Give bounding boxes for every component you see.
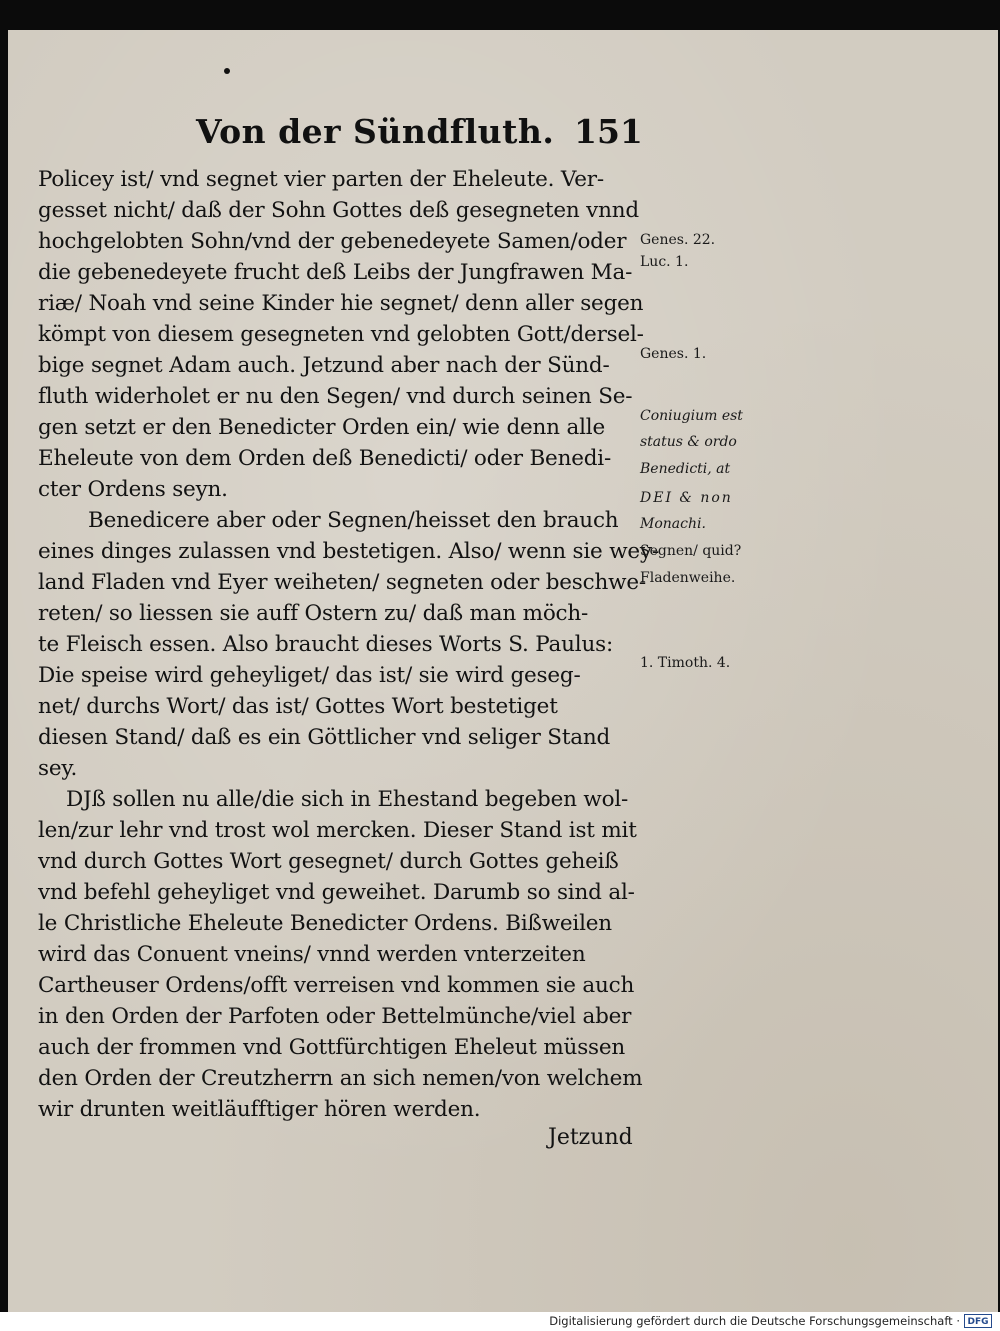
text-line: len/zur lehr vnd trost wol mercken. Dieser Stand ist mit — [38, 818, 637, 843]
ink-dot — [224, 68, 230, 74]
page-header — [0, 112, 1000, 158]
text-line: fluth widerholet er nu den Segen/ vnd durch seinen Se- — [38, 384, 633, 409]
margin-note: Segnen/ quid? — [640, 543, 742, 559]
text-line: cter Ordens seyn. — [38, 477, 228, 502]
text-line: vnd befehl geheyliget vnd geweihet. Darumb so sind al- — [38, 880, 635, 905]
dfg-logo: DFG — [964, 1314, 992, 1328]
margin-note: Genes. 1. — [640, 346, 707, 362]
text-line: le Christliche Eheleute Benedicter Ordens. Bißweilen — [38, 911, 612, 936]
text-line: vnd durch Gottes Wort gesegnet/ durch Gottes geheiß — [38, 849, 619, 874]
text-line: wird das Conuent vneins/ vnnd werden vnterzeiten — [38, 942, 586, 967]
text-line: DJß sollen nu alle/die sich in Ehestand begeben wol- — [66, 787, 629, 812]
text-line: riæ/ Noah vnd seine Kinder hie segnet/ denn aller segen — [38, 291, 644, 316]
text-line: Die speise wird geheyliget/ das ist/ sie wird geseg- — [38, 663, 581, 688]
text-line: diesen Stand/ daß es ein Göttlicher vnd seliger Stand — [38, 725, 611, 750]
running-title: Von der Sündfluth. — [196, 112, 555, 151]
margin-note: Monachi. — [640, 516, 706, 532]
text-line: Policey ist/ vnd segnet vier parten der Eheleute. Ver- — [38, 167, 604, 192]
text-line: Benedicere aber oder Segnen/heisset den brauch — [88, 508, 619, 533]
margin-note: status & ordo — [640, 434, 737, 450]
text-line: hochgelobten Sohn/vnd der gebenedeyete Samen/oder — [38, 229, 627, 254]
text-line: eines dinges zulassen vnd bestetigen. Also/ wenn sie wey- — [38, 539, 659, 564]
text-line: te Fleisch essen. Also braucht dieses Worts S. Paulus: — [38, 632, 614, 657]
text-line: reten/ so liessen sie auff Ostern zu/ daß man möch- — [38, 601, 589, 626]
margin-note: Genes. 22. — [640, 232, 716, 248]
page-number: 151 — [574, 112, 643, 151]
text-line: den Orden der Creutzherrn an sich nemen/von welchem — [38, 1066, 643, 1091]
catchword: Jetzund — [548, 1125, 633, 1150]
margin-note: Benedicti, at — [640, 461, 731, 477]
text-line: die gebenedeyete frucht deß Leibs der Jungfrawen Ma- — [38, 260, 633, 285]
margin-note: 1. Timoth. 4. — [640, 655, 731, 671]
margin-note: DEI & non — [640, 490, 733, 506]
footer-bar — [0, 1312, 1000, 1331]
text-line: Cartheuser Ordens/offt verreisen vnd kommen sie auch — [38, 973, 635, 998]
text-line: sey. — [38, 756, 78, 781]
text-line: in den Orden der Parfoten oder Bettelmünche/viel aber — [38, 1004, 632, 1029]
text-line: wir drunten weitläufftiger hören werden. — [38, 1097, 481, 1122]
margin-note: Fladenweihe. — [640, 570, 736, 586]
text-line: Eheleute von dem Orden deß Benedicti/ oder Benedi- — [38, 446, 612, 471]
text-line: kömpt von diesem gesegneten vnd gelobten Gott/dersel- — [38, 322, 644, 347]
text-line: bige segnet Adam auch. Jetzund aber nach der Sünd- — [38, 353, 610, 378]
margin-note: Coniugium est — [640, 408, 743, 424]
text-line: gen setzt er den Benedicter Orden ein/ wie denn alle — [38, 415, 605, 440]
text-line: auch der frommen vnd Gottfürchtigen Eheleut müssen — [38, 1035, 626, 1060]
text-line: land Fladen vnd Eyer weiheten/ segneten oder beschwe- — [38, 570, 646, 595]
margin-note: Luc. 1. — [640, 254, 689, 270]
text-line: net/ durchs Wort/ das ist/ Gottes Wort bestetiget — [38, 694, 558, 719]
text-line: gesset nicht/ daß der Sohn Gottes deß gesegneten vnnd — [38, 198, 639, 223]
footer-credit: Digitalisierung gefördert durch die Deutsche Forschungsgemeinschaft · — [549, 1314, 960, 1328]
